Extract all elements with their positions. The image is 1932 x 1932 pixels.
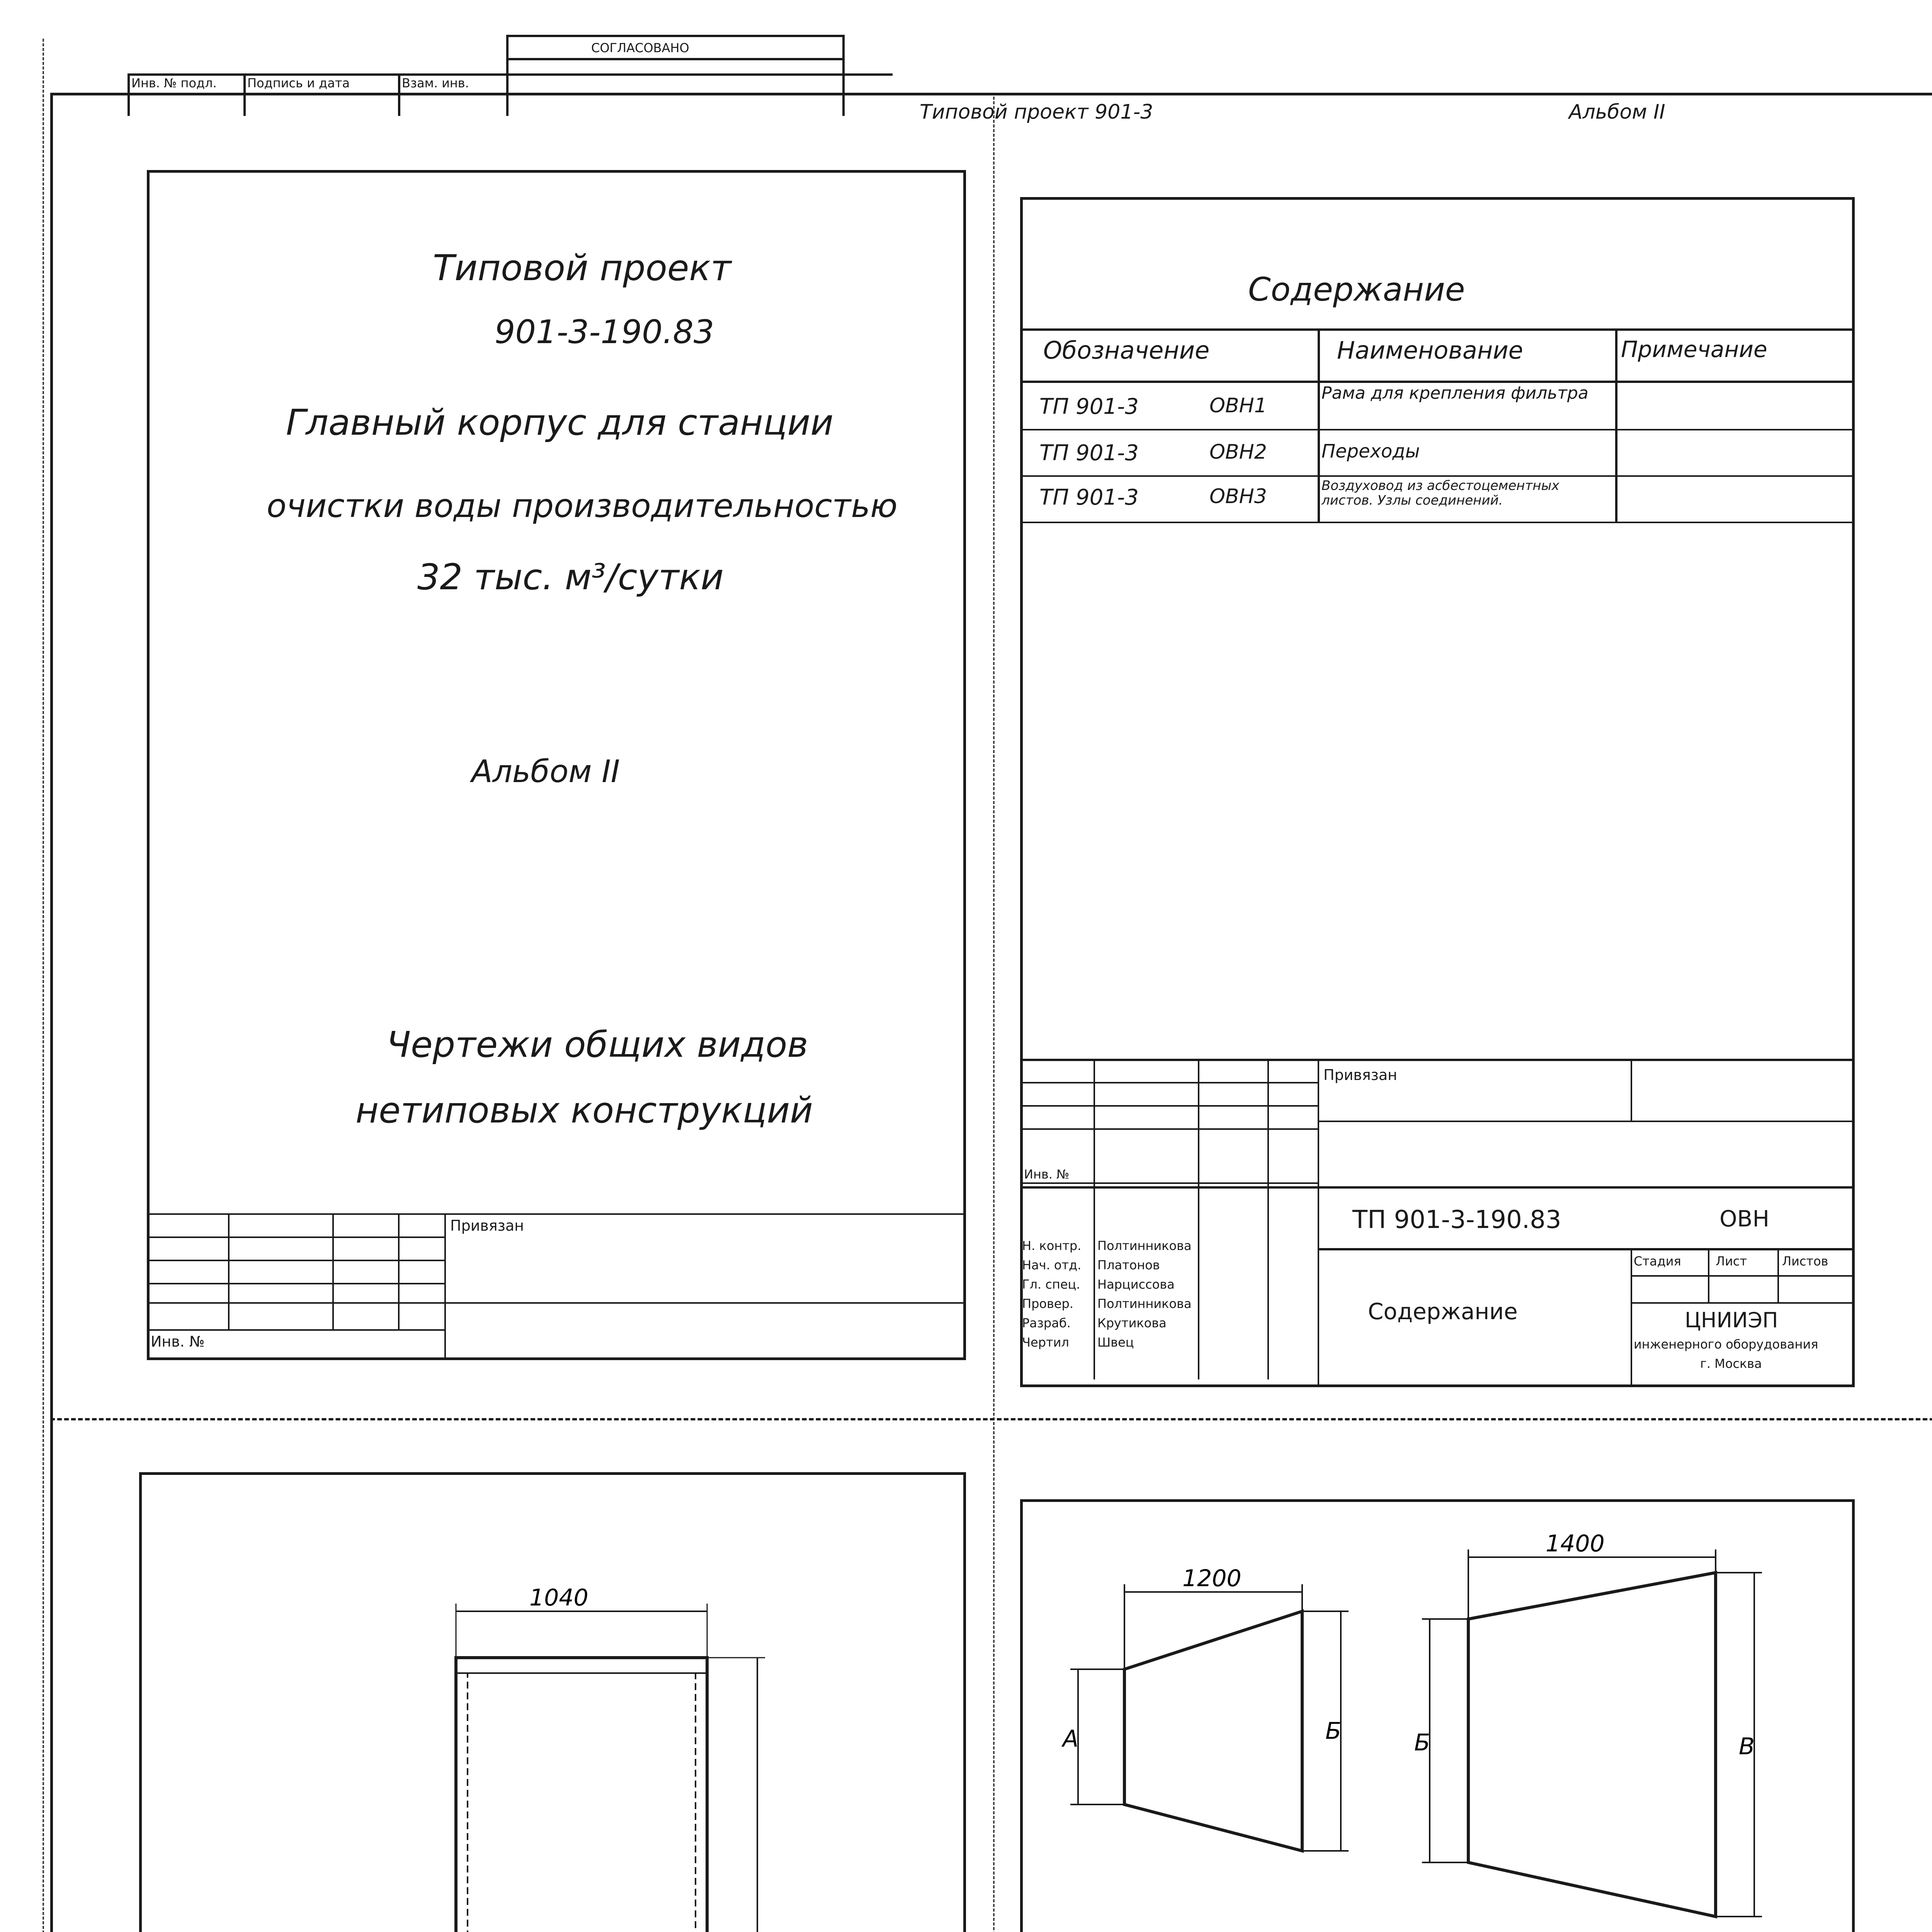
cover-line7: нетиповых конструкций xyxy=(355,1090,813,1131)
contents-doc-code: ТП 901-3-190.83 xyxy=(1352,1206,1561,1234)
dim-left-top: 1200 xyxy=(1182,1565,1242,1592)
frame-dim-width: 1040 xyxy=(529,1584,588,1611)
replace-inv-label: Взам. инв. xyxy=(402,76,469,90)
dim-right-top: 1400 xyxy=(1546,1530,1605,1557)
album-ref: Альбом II xyxy=(1569,100,1665,124)
col-note: Примечание xyxy=(1621,336,1767,362)
middle-divider xyxy=(50,1418,1932,1420)
cover-line3: Главный корпус для станции xyxy=(286,402,834,443)
contents-org2: инженерного оборудования xyxy=(1634,1337,1818,1352)
col-designation: Обозначение xyxy=(1043,336,1210,364)
contents-org1: ЦНИИЭП xyxy=(1685,1308,1778,1332)
transition-drawing xyxy=(1020,1499,1855,1932)
contents-bound-label: Привязан xyxy=(1323,1066,1397,1083)
frame-drawing xyxy=(139,1472,966,1932)
contents-title: Содержание xyxy=(1248,270,1465,308)
col-name: Наименование xyxy=(1337,336,1523,364)
cover-line1: Типовой проект xyxy=(433,247,731,289)
contents-inv-label: Инв. № xyxy=(1024,1167,1070,1182)
cover-inv-label: Инв. № xyxy=(151,1333,205,1350)
agreed-label: СОГЛАСОВАНО xyxy=(591,41,689,55)
sign-date-label: Подпись и дата xyxy=(247,76,350,90)
label-a: А xyxy=(1063,1725,1079,1752)
label-v: В xyxy=(1739,1733,1755,1760)
cover-line2: 901-3-190.83 xyxy=(495,313,714,351)
inv-original-label: Инв. № подл. xyxy=(131,76,217,90)
contents-sheet-title: Содержание xyxy=(1368,1298,1518,1325)
cover-bound-label: Привязан xyxy=(450,1217,524,1234)
center-divider xyxy=(993,97,995,1932)
project-ref: Типовой проект 901-3 xyxy=(920,100,1153,124)
cover-line4: очистки воды производительностью xyxy=(267,487,898,525)
label-b2: Б xyxy=(1414,1729,1430,1756)
cover-album: Альбом II xyxy=(471,753,620,789)
left-margin-line xyxy=(43,39,44,1932)
cover-line5: 32 тыс. м³/сутки xyxy=(417,556,724,598)
label-b1: Б xyxy=(1325,1718,1342,1745)
contents-org3: г. Москва xyxy=(1700,1356,1762,1371)
cover-line6: Чертежи общих видов xyxy=(386,1024,808,1065)
contents-sheet-label: Лист xyxy=(1716,1254,1747,1269)
contents-sheet-code: ОВН xyxy=(1719,1206,1770,1232)
contents-sheets-label: Листов xyxy=(1782,1254,1828,1269)
contents-stage-label: Стадия xyxy=(1634,1254,1681,1269)
